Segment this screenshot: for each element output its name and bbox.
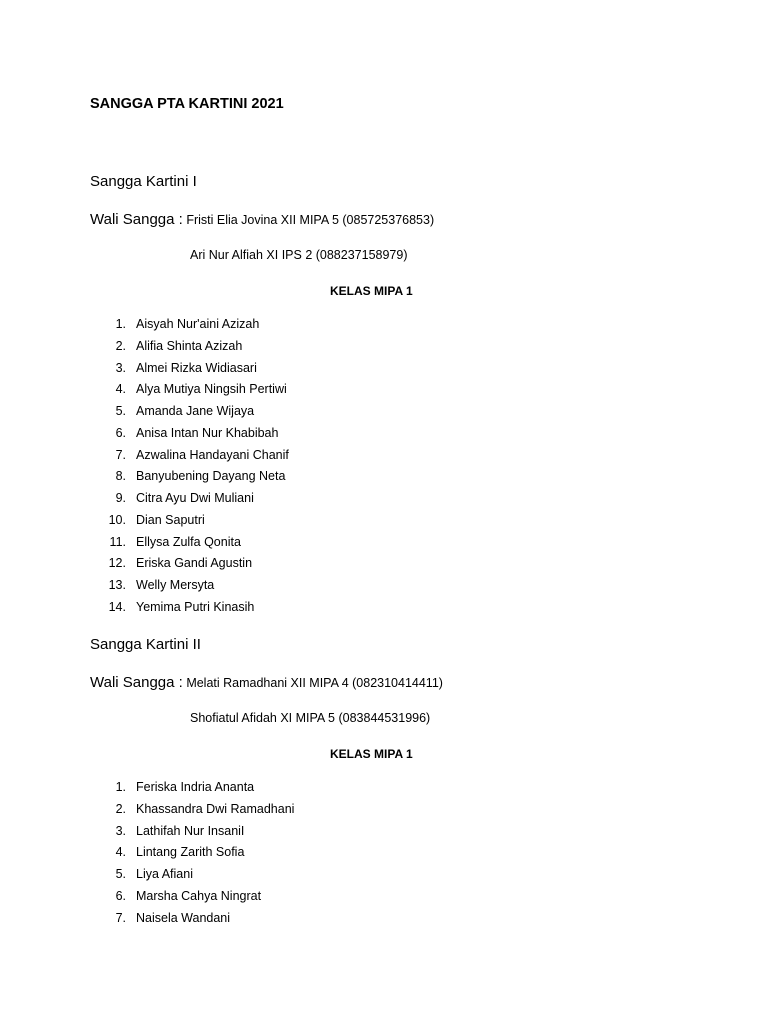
member-name: Anisa Intan Nur Khabibah — [136, 425, 279, 440]
list-item — [0, 514, 768, 536]
list-item — [0, 890, 768, 912]
wali-primary-name: Melati Ramadhani XII MIPA 4 (082310414411) — [186, 676, 443, 690]
list-item — [0, 868, 768, 890]
list-item — [0, 579, 768, 601]
wali-secondary-name: Ari Nur Alfiah XI IPS 2 (088237158979) — [190, 248, 408, 262]
member-name: Alifia Shinta Azizah — [136, 338, 243, 353]
list-item — [0, 405, 768, 427]
member-name: Liya Afiani — [136, 867, 193, 881]
list-item — [0, 536, 768, 558]
document-title: SANGGA PTA KARTINI 2021 — [90, 96, 284, 112]
member-name: Naisela Wandani — [136, 910, 231, 925]
member-list-kartini-1 — [0, 318, 768, 623]
list-item — [0, 427, 768, 449]
wali-sangga-line-2 — [90, 675, 443, 690]
list-number: 5. — [115, 404, 126, 418]
member-name: Eriska Gandi Agustin — [136, 556, 253, 571]
list-number: 4. — [115, 845, 126, 860]
section-heading-kartini-2: Sangga Kartini II — [90, 636, 201, 653]
wali-secondary-name: Shofiatul Afidah XI MIPA 5 (083844531996) — [190, 711, 431, 725]
class-label: KELAS MIPA 1 — [330, 747, 413, 761]
list-item — [0, 470, 768, 492]
member-name: Lintang Zarith Sofia — [136, 845, 245, 860]
wali-sangga-label: Wali Sangga : — [90, 674, 183, 691]
list-number: 14. — [108, 599, 126, 614]
member-name: Marsha Cahya Ningrat — [136, 888, 262, 903]
member-name: Yemima Putri Kinasih — [136, 599, 255, 614]
list-number: 1. — [115, 317, 126, 331]
member-name: Citra Ayu Dwi Muliani — [136, 491, 254, 505]
list-number: 10. — [108, 512, 126, 527]
member-name: Almei Rizka Widiasari — [136, 360, 257, 375]
list-item — [0, 383, 768, 405]
list-number: 7. — [115, 447, 126, 462]
list-number: 4. — [115, 382, 126, 397]
list-number: 3. — [115, 823, 126, 838]
list-item — [0, 492, 768, 514]
list-number: 13. — [108, 578, 126, 592]
wali-primary-name: Fristi Elia Jovina XII MIPA 5 (085725376853) — [186, 213, 435, 227]
wali-sangga-label: Wali Sangga : — [90, 211, 183, 228]
list-number: 6. — [115, 425, 126, 440]
list-number: 3. — [115, 360, 126, 375]
member-name: Ellysa Zulfa Qonita — [136, 534, 241, 549]
class-label: KELAS MIPA 1 — [330, 284, 413, 298]
list-number: 11. — [109, 534, 126, 549]
list-number: 12. — [108, 556, 126, 571]
list-item — [0, 846, 768, 868]
list-item — [0, 803, 768, 825]
list-item — [0, 601, 768, 623]
member-name: Alya Mutiya Ningsih Pertiwi — [136, 382, 287, 397]
member-name: Feriska Indria Ananta — [136, 780, 255, 794]
list-number: 7. — [115, 910, 126, 925]
list-item — [0, 318, 768, 340]
member-name: Welly Mersyta — [136, 578, 215, 592]
list-item — [0, 340, 768, 362]
list-item — [0, 449, 768, 471]
member-name: Aisyah Nur'aini Azizah — [136, 317, 260, 331]
list-number: 6. — [115, 888, 126, 903]
member-name: Banyubening Dayang Neta — [136, 469, 286, 484]
list-item — [0, 557, 768, 579]
list-number: 8. — [115, 469, 126, 484]
member-name: Azwalina Handayani Chanif — [136, 447, 289, 462]
list-number: 2. — [115, 801, 126, 816]
list-item — [0, 825, 768, 847]
list-number: 5. — [115, 867, 126, 881]
list-number: 1. — [115, 780, 126, 794]
member-list-kartini-2 — [0, 781, 768, 933]
wali-sangga-line-1 — [90, 212, 434, 227]
member-name: Dian Saputri — [136, 512, 205, 527]
list-number: 2. — [115, 338, 126, 353]
member-name: Lathifah Nur InsaniI — [136, 823, 245, 838]
list-item — [0, 781, 768, 803]
list-item — [0, 912, 768, 934]
member-name: Amanda Jane Wijaya — [136, 404, 255, 418]
member-name: Khassandra Dwi Ramadhani — [136, 801, 295, 816]
section-heading-kartini-1: Sangga Kartini I — [90, 173, 197, 190]
list-item — [0, 362, 768, 384]
list-number: 9. — [115, 491, 126, 505]
